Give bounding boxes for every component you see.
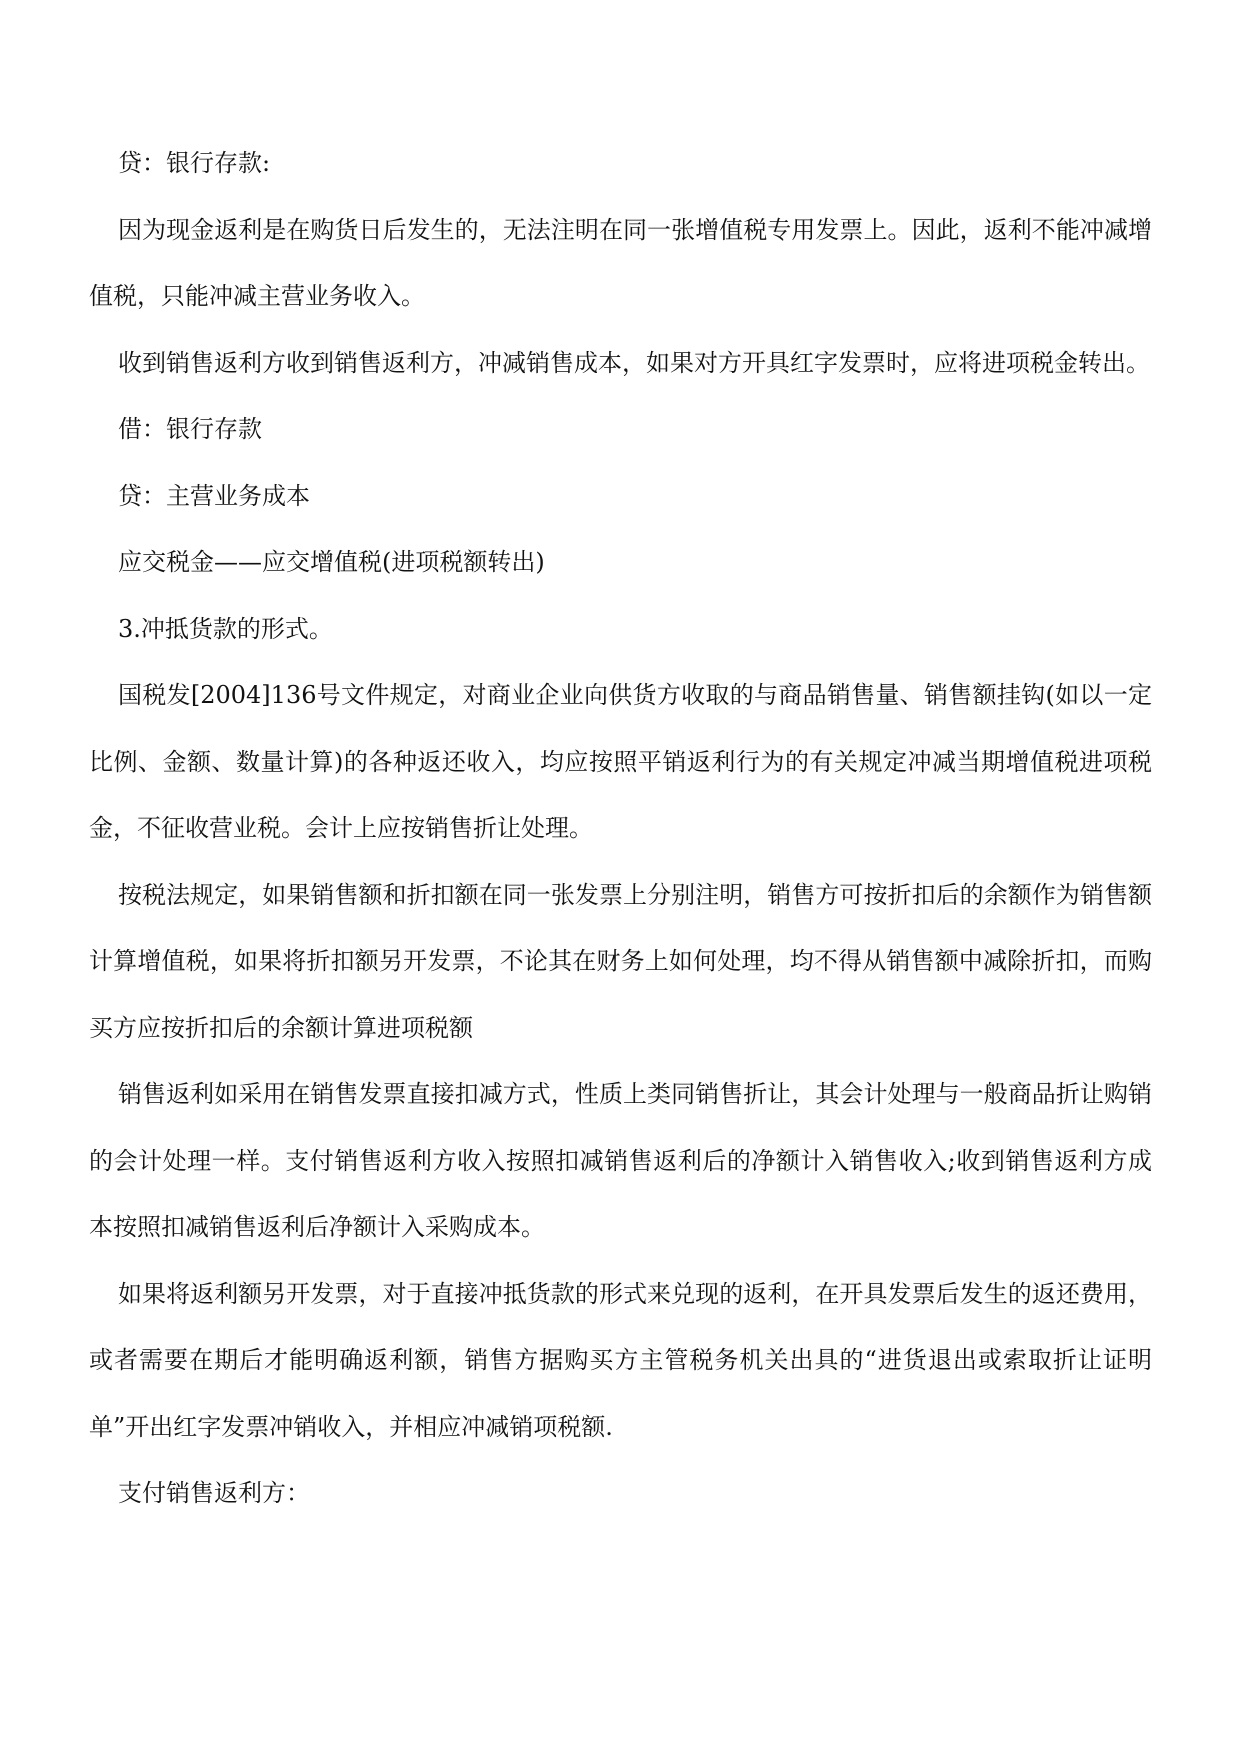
paragraph: 应交税金——应交增值税(进项税额转出) xyxy=(118,548,545,576)
paragraph: 如果将返利额另开发票，对于直接冲抵货款的形式来兑现的返利，在开具发票后发生的返还费用，或者需要在期后才能明确返利额，销售方据购买方主管税务机关出具的“进货退出或索取折让证明单”开出红字发票冲销收入，并相应冲减销项税额. xyxy=(89,1279,1152,1441)
paragraph: 支付销售返利方： xyxy=(118,1479,310,1507)
document-body xyxy=(89,130,1152,1527)
paragraph: 因为现金返利是在购货日后发生的，无法注明在同一张增值税专用发票上。因此，返利不能冲减增值税，只能冲减主营业务收入。 xyxy=(89,215,1152,310)
paragraph: 借：银行存款 xyxy=(118,415,262,443)
paragraph: 国税发[2004]136号文件规定，对商业企业向供货方收取的与商品销售量、销售额挂钩(如以一定比例、金额、数量计算)的各种返还收入，均应按照平销返利行为的有关规定冲减当期增值税进项税金，不征收营业税。会计上应按销售折让处理。 xyxy=(89,681,1152,842)
paragraph: 按税法规定，如果销售额和折扣额在同一张发票上分别注明，销售方可按折扣后的余额作为销售额计算增值税，如果将折扣额另开发票，不论其在财务上如何处理，均不得从销售额中减除折扣，而购买方应按折扣后的余额计算进项税额 xyxy=(89,880,1152,1042)
paragraph: 销售返利如采用在销售发票直接扣减方式，性质上类同销售折让，其会计处理与一般商品折让购销的会计处理一样。支付销售返利方收入按照扣减销售返利后的净额计入销售收入;收到销售返利方成本按照扣减销售返利后净额计入采购成本。 xyxy=(89,1080,1152,1241)
paragraph: 收到销售返利方收到销售返利方，冲减销售成本，如果对方开具红字发票时，应将进项税金转出。 xyxy=(118,348,1150,377)
paragraph: 贷：主营业务成本 xyxy=(118,481,310,510)
paragraph: 3.冲抵货款的形式。 xyxy=(118,614,333,643)
paragraph: 贷：银行存款: xyxy=(118,149,271,177)
